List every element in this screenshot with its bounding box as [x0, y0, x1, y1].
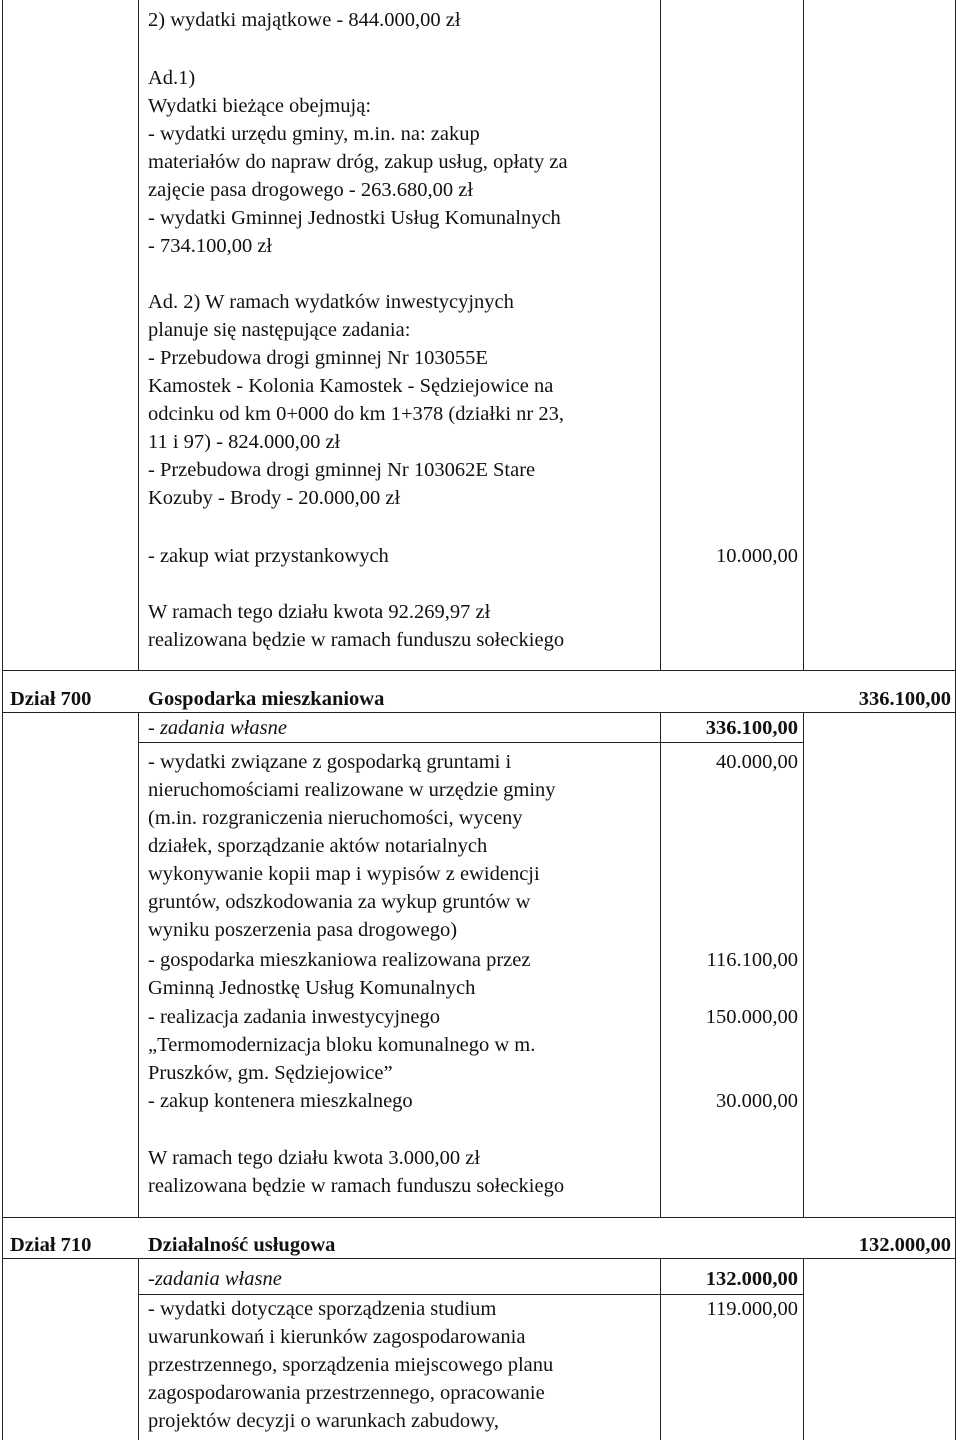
item-line: „Termomodernizacja bloku komunalnego w m. [148, 1034, 536, 1056]
item-line: - gospodarka mieszkaniowa realizowana przez [148, 949, 531, 971]
village-fund-note: W ramach tego działu kwota 3.000,00 zł [148, 1147, 481, 1169]
item-line: wyniku poszerzenia pasa drogowego) [148, 919, 458, 941]
column-divider [803, 0, 804, 670]
item-amount: 30.000,00 [716, 1090, 798, 1112]
section-code: Dział 710 [10, 1234, 92, 1256]
ad2-line: planuje się następujące zadania: [148, 319, 411, 341]
capital-expenses-heading: 2) wydatki majątkowe - 844.000,00 zł [148, 9, 461, 31]
item-amount: 40.000,00 [716, 751, 798, 773]
section-total: 336.100,00 [858, 688, 951, 710]
ad2-line: 11 i 97) - 824.000,00 zł [148, 431, 341, 453]
section-name: Działalność usługowa [148, 1234, 336, 1256]
item-line: Pruszków, gm. Sędziejowice” [148, 1062, 393, 1084]
own-tasks-label: - zadania własne [148, 717, 287, 739]
column-divider [138, 712, 139, 1217]
ad2-line: odcinku od km 0+000 do km 1+378 (działki nr 23, [148, 403, 564, 425]
ad1-line: - 734.100,00 zł [148, 235, 273, 257]
section-code: Dział 700 [10, 688, 92, 710]
item-line: - wydatki związane z gospodarką gruntami i [148, 751, 512, 773]
bus-shelters-amount: 10.000,00 [716, 545, 798, 567]
item-amount: 116.100,00 [706, 949, 798, 971]
column-divider [660, 0, 661, 670]
item-line: gruntów, odszkodowania za wykup gruntów w [148, 891, 531, 913]
column-divider [803, 712, 804, 1217]
item-line: (m.in. rozgraniczenia nieruchomości, wyceny [148, 807, 523, 829]
own-tasks-amount: 132.000,00 [705, 1268, 798, 1290]
item-line: uwarunkowań i kierunków zagospodarowania [148, 1326, 526, 1348]
village-fund-note: W ramach tego działu kwota 92.269,97 zł [148, 601, 491, 623]
ad1-line: - wydatki Gminnej Jednostki Usług Komunalnych [148, 207, 561, 229]
column-divider [660, 712, 661, 1217]
item-line: przestrzennego, sporządzenia miejscowego planu [148, 1354, 554, 1376]
ad2-line: - Przebudowa drogi gminnej Nr 103055E [148, 347, 488, 369]
item-line: Gminną Jednostkę Usług Komunalnych [148, 977, 476, 999]
ad1-line: - wydatki urzędu gminy, m.in. na: zakup [148, 123, 480, 145]
ad2-line: Ad. 2) W ramach wydatków inwestycyjnych [148, 291, 514, 313]
table-border-left [2, 0, 3, 1440]
item-line: - zakup kontenera mieszkalnego [148, 1090, 413, 1112]
section-separator [2, 670, 955, 671]
section-total: 132.000,00 [858, 1234, 951, 1256]
section-name: Gospodarka mieszkaniowa [148, 688, 385, 710]
ad2-line: Kozuby - Brody - 20.000,00 zł [148, 487, 401, 509]
table-border-right [955, 0, 956, 1440]
item-line: nieruchomościami realizowane w urzędzie gminy [148, 779, 556, 801]
ad2-line: Kamostek - Kolonia Kamostek - Sędziejowice na [148, 375, 554, 397]
column-divider [660, 1258, 661, 1440]
ad1-line: materiałów do napraw dróg, zakup usług, opłaty za [148, 151, 568, 173]
ad1-line: Wydatki bieżące obejmują: [148, 95, 372, 117]
column-divider [138, 0, 139, 670]
item-amount: 150.000,00 [705, 1006, 798, 1028]
subrow-separator [138, 742, 803, 743]
item-line: - realizacja zadania inwestycyjnego [148, 1006, 440, 1028]
item-line: wykonywanie kopii map i wypisów z ewidencji [148, 863, 540, 885]
own-tasks-amount: 336.100,00 [705, 717, 798, 739]
own-tasks-label: -zadania własne [148, 1268, 282, 1290]
village-fund-note: realizowana będzie w ramach funduszu sołeckiego [148, 1175, 565, 1197]
column-divider [138, 1258, 139, 1440]
item-line: - wydatki dotyczące sporządzenia studium [148, 1298, 497, 1320]
item-amount: 119.000,00 [706, 1298, 798, 1320]
item-line: zagospodarowania przestrzennego, opracowanie [148, 1382, 545, 1404]
item-line: projektów decyzji o warunkach zabudowy, [148, 1410, 500, 1432]
section-separator [2, 1217, 955, 1218]
ad1-line: zajęcie pasa drogowego - 263.680,00 zł [148, 179, 474, 201]
ad2-line: - Przebudowa drogi gminnej Nr 103062E Stare [148, 459, 536, 481]
ad1-title: Ad.1) [148, 67, 196, 89]
column-divider [803, 1258, 804, 1440]
bus-shelters-label: - zakup wiat przystankowych [148, 545, 389, 567]
village-fund-note: realizowana będzie w ramach funduszu sołeckiego [148, 629, 565, 651]
item-line: działek, sporządzanie aktów notarialnych [148, 835, 488, 857]
